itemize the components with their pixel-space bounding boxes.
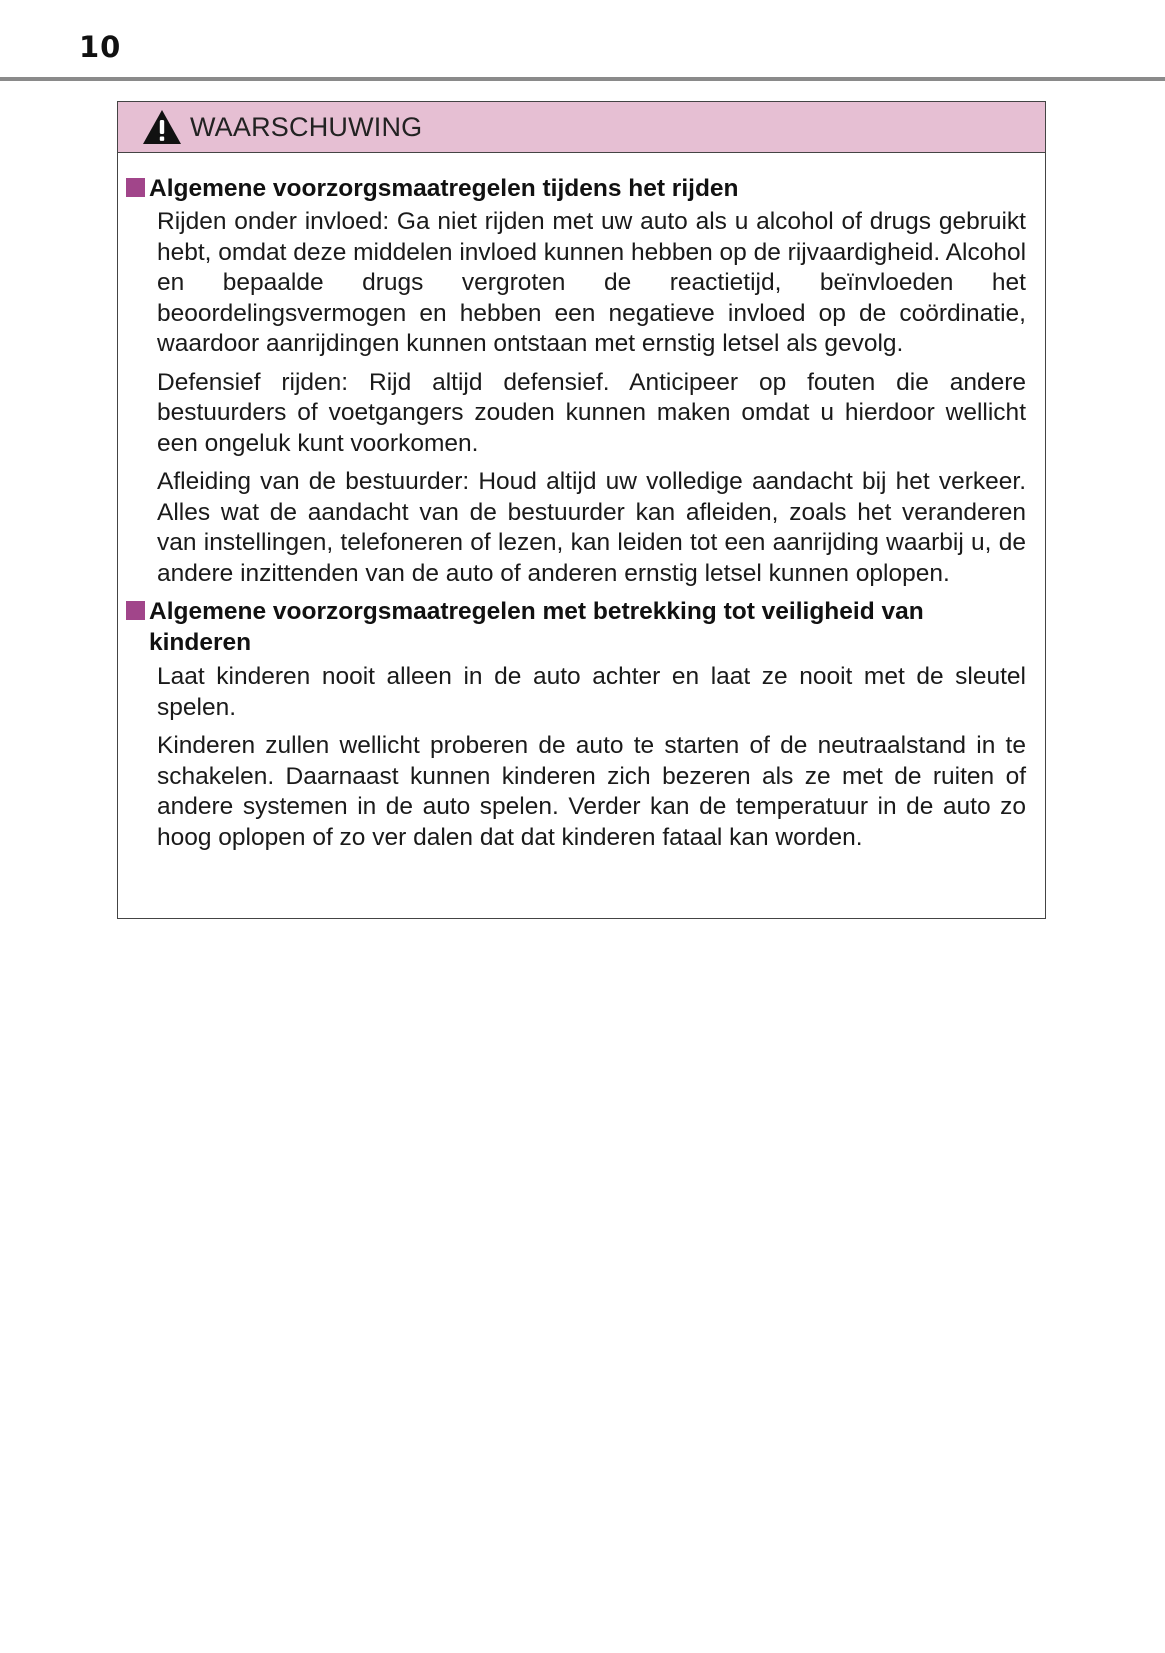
- warning-header: [118, 102, 1045, 153]
- page-number: 10: [79, 30, 122, 64]
- section-heading: [126, 596, 1026, 658]
- paragraph: Kinderen zullen wellicht proberen de auto te starten of de neutraalstand in te schakelen. Daarnaast kunnen kinderen zich bezeren als ze met de ruiten of andere systemen in de auto spelen. Verder kan de temperatuur in de auto zo hoog oplopen of zo ver dalen dat dat kinderen fataal kan worden.: [157, 732, 1026, 851]
- warning-triangle-icon: [142, 109, 182, 145]
- section-heading: [126, 173, 1026, 204]
- square-bullet-icon: [126, 601, 145, 620]
- paragraph: Rijden onder invloed: Ga niet rijden met uw auto als u alcohol of drugs gebruikt hebt, omdat deze middelen invloed kunnen hebben op de rijvaardigheid. Alcohol en bepaalde drugs vergroten de reactietijd, beïnvloeden het beoordelingsvermogen en hebben een negatieve invloed op de coördinatie, waardoor aanrijdingen kunnen ontstaan met ernstig letsel als gevolg.: [157, 208, 1027, 357]
- warning-title: WAARSCHUWING: [190, 111, 423, 142]
- paragraph: Afleiding van de bestuurder: Houd altijd uw volledige aandacht bij het verkeer. Alles wat de aandacht van de bestuurder kan afleiden, zoals het veranderen van instellingen, telefoneren of lezen, kan leiden tot een aanrijding waarbij u, de andere inzittenden van de auto of anderen ernstig letsel kunnen oplopen.: [157, 468, 1026, 587]
- section-heading-text: Algemene voorzorgsmaatregelen met betrekking tot veiligheid van kinderen: [149, 598, 924, 656]
- warning-content: [118, 153, 1045, 853]
- header-rule: [0, 77, 1165, 81]
- paragraph: Laat kinderen nooit alleen in de auto achter en laat ze nooit met de sleutel spelen.: [157, 663, 1026, 721]
- warning-box: [117, 101, 1046, 919]
- square-bullet-icon: [126, 178, 145, 197]
- paragraph: Defensief rijden: Rijd altijd defensief. Anticipeer op fouten die andere bestuurders of voetgangers zouden kunnen maken omdat u hierdoor wellicht een ongeluk kunt voorkomen.: [157, 368, 1026, 457]
- section-heading-text: Algemene voorzorgsmaatregelen tijdens het rijden: [149, 175, 739, 202]
